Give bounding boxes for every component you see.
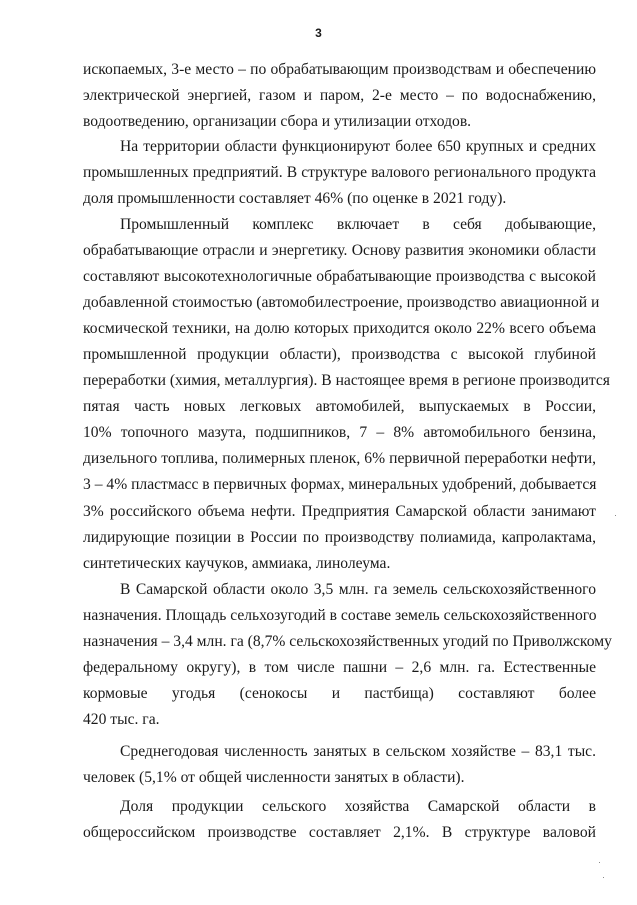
text-line: переработки (химия, металлургия). В настоящее время в регионе производится — [83, 372, 610, 389]
scan-speck — [615, 515, 616, 516]
text-line: 420 тыс. га. — [83, 711, 160, 728]
text-line: Доля продукции сельского хозяйства Самарской области в — [120, 798, 596, 815]
text-line: Среднегодовая численность занятых в сельском хозяйстве – 83,1 тыс. — [120, 743, 596, 760]
text-line: назначения. Площадь сельхозугодий в составе земель сельскохозяйственного — [83, 607, 597, 624]
text-line: добавленной стоимостью (автомобилестроение, производство авиационной и — [83, 294, 600, 311]
text-line: промышленных предприятий. В структуре валового регионального продукта — [83, 164, 596, 181]
text-line: человек (5,1% от общей численности занятых в области). — [83, 769, 465, 786]
text-line: водоотведению, организации сбора и утилизации отходов. — [83, 113, 472, 130]
text-line: общероссийском производстве составляет 2,1%. В структуре валовой — [83, 824, 596, 841]
text-line: 3% российского объема нефти. Предприятия Самарской области занимают — [83, 503, 596, 520]
text-line: 3 – 4% пластмасс в первичных формах, минеральных удобрений, добывается — [83, 476, 597, 493]
text-line: Промышленный комплекс включает в себя добывающие, — [120, 216, 596, 233]
text-line: обрабатывающие отрасли и энергетику. Основу развития экономики области — [83, 242, 596, 259]
text-line: федеральному округу), в том числе пашни – 2,6 млн. га. Естественные — [83, 659, 596, 676]
text-line: лидирующие позиции в России по производству полиамида, капролактама, — [83, 529, 596, 546]
text-line: космической техники, на долю которых приходится около 22% всего объема — [83, 320, 596, 337]
text-line: В Самарской области около 3,5 млн. га земель сельскохозяйственного — [120, 581, 596, 598]
text-line: ископаемых, 3-е место – по обрабатывающим производствам и обеспечению — [83, 61, 596, 78]
text-line: промышленной продукции области), производства с высокой глубиной — [83, 346, 596, 363]
text-line: составляют высокотехнологичные обрабатывающие производства с высокой — [83, 268, 596, 285]
text-line: дизельного топлива, полимерных пленок, 6% первичной переработки нефти, — [83, 450, 596, 467]
text-line: электрической энергией, газом и паром, 2-е место – по водоснабжению, — [83, 87, 596, 104]
scan-speck — [599, 862, 600, 863]
text-line: 10% топочного мазута, подшипников, 7 – 8% автомобильного бензина, — [83, 424, 596, 441]
page-number: 3 — [315, 26, 322, 40]
text-line: кормовые угодья (сенокосы и пастбища) составляют более — [83, 685, 596, 702]
text-line: назначения – 3,4 млн. га (8,7% сельскохозяйственных угодий по Приволжскому — [83, 633, 612, 650]
scan-speck — [603, 877, 604, 878]
text-line: доля промышленности составляет 46% (по оценке в 2021 году). — [83, 190, 507, 207]
text-line: синтетических каучуков, аммиака, линолеума. — [83, 555, 391, 572]
text-line: На территории области функционируют более 650 крупных и средних — [120, 138, 596, 155]
text-line: пятая часть новых легковых автомобилей, выпускаемых в России, — [83, 398, 596, 415]
